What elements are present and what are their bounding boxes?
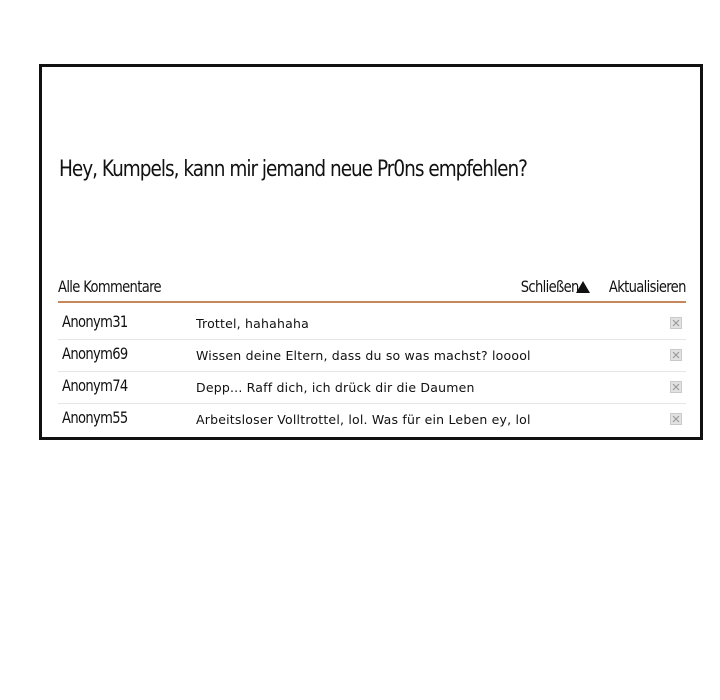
comments-header-actions: [508, 277, 686, 296]
comment-list: [58, 308, 686, 435]
comment-panel: [39, 64, 703, 440]
comment-text: Trottel, hahahaha: [196, 316, 309, 331]
comment-username[interactable]: Anonym31: [62, 312, 128, 331]
comment-row: [58, 372, 686, 404]
comment-username[interactable]: Anonym69: [62, 344, 128, 363]
delete-x-icon[interactable]: [670, 317, 682, 329]
comment-text: Wissen deine Eltern, dass du so was machst? looool: [196, 348, 531, 363]
delete-x-icon[interactable]: [670, 413, 682, 425]
comment-row: [58, 404, 686, 435]
comment-text: Depp... Raff dich, ich drück dir die Daumen: [196, 380, 475, 395]
delete-x-icon[interactable]: [670, 381, 682, 393]
close-button[interactable]: Schließen: [520, 277, 579, 296]
comment-text: Arbeitsloser Volltrottel, lol. Was für ein Leben ey, lol: [196, 412, 531, 427]
refresh-button[interactable]: Aktualisieren: [609, 277, 686, 296]
all-comments-label[interactable]: Alle Kommentare: [58, 277, 161, 296]
post-title: Hey, Kumpels, kann mir jemand neue Pr0ns empfehlen?: [59, 157, 527, 182]
comment-row: [58, 308, 686, 340]
comment-username[interactable]: Anonym55: [62, 408, 128, 427]
comments-header: [58, 275, 686, 303]
comment-username[interactable]: Anonym74: [62, 376, 128, 395]
delete-x-icon[interactable]: [670, 349, 682, 361]
comment-row: [58, 340, 686, 372]
